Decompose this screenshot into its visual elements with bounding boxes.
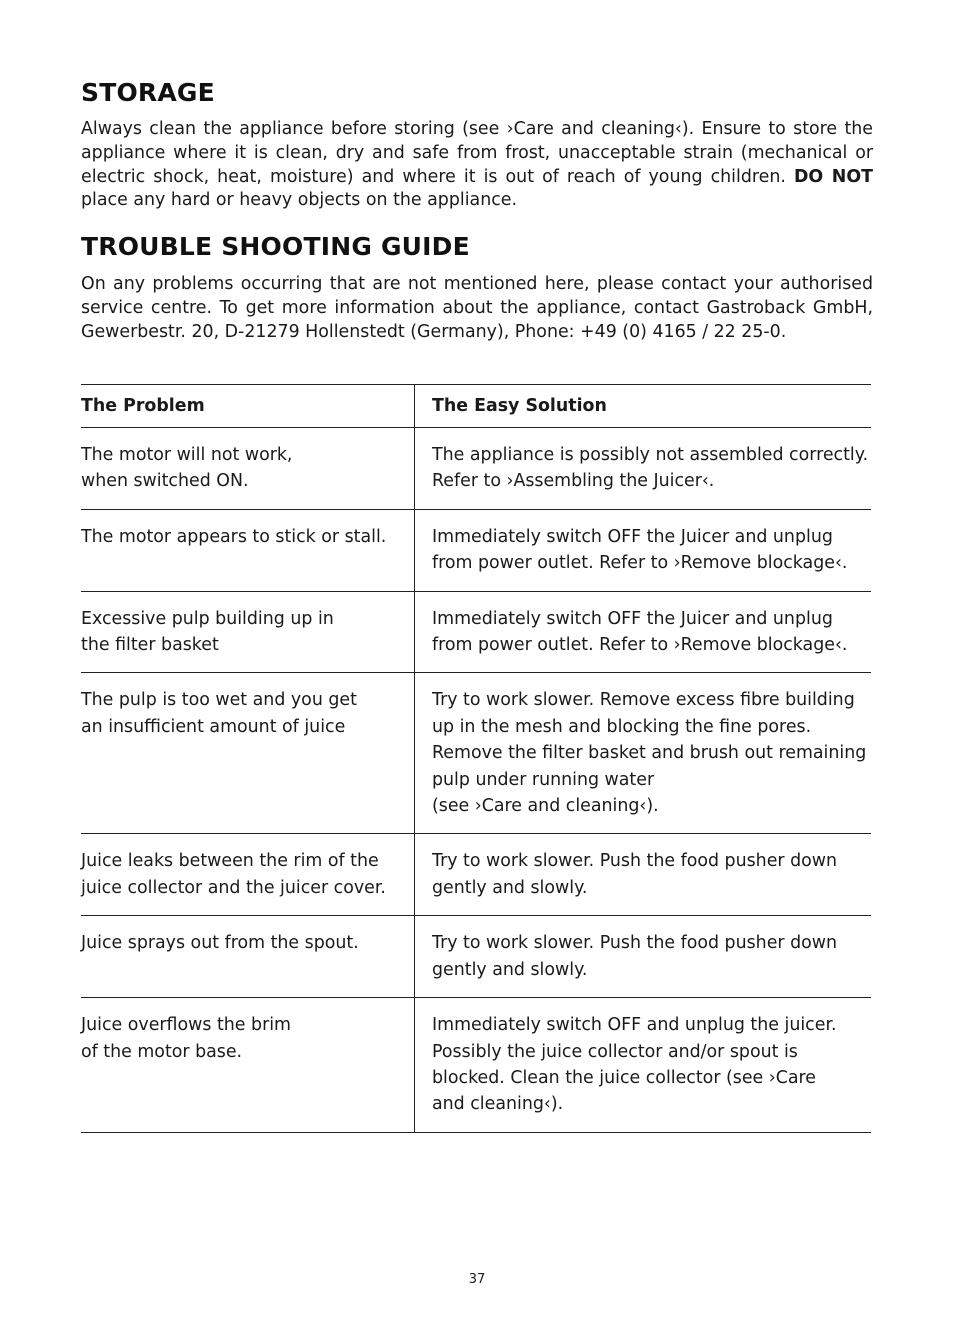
problem-cell: Excessive pulp building up in the filter basket — [81, 591, 415, 673]
table-header-row — [81, 385, 871, 428]
header-solution: The Easy Solution — [415, 385, 872, 428]
solution-cell: Try to work slower. Remove excess fibre building up in the mesh and blocking the fine pores. Remove the filter basket and brush out remaining pulp under running water (see ›Care and cleaning‹). — [415, 673, 872, 834]
table-row — [81, 591, 871, 673]
solution-cell: Immediately switch OFF the Juicer and unplug from power outlet. Refer to ›Remove blockage‹. — [415, 509, 872, 591]
solution-cell: Immediately switch OFF and unplug the juicer. Possibly the juice collector and/or spout is blocked. Clean the juice collector (see ›Care and cleaning‹). — [415, 998, 872, 1133]
problem-cell: The motor appears to stick or stall. — [81, 509, 415, 591]
storage-paragraph — [81, 118, 873, 213]
problem-cell: Juice sprays out from the spout. — [81, 916, 415, 998]
solution-cell: Immediately switch OFF the Juicer and unplug from power outlet. Refer to ›Remove blockage‹. — [415, 591, 872, 673]
solution-cell: Try to work slower. Push the food pusher down gently and slowly. — [415, 834, 872, 916]
problem-cell: Juice leaks between the rim of the juice collector and the juicer cover. — [81, 834, 415, 916]
storage-heading: STORAGE — [81, 78, 215, 107]
storage-text: Always clean the appliance before storing (see ›Care and cleaning‹). Ensure to store the appliance where it is clean, dry and safe from frost, unacceptable strain (mechanical or electric shock, heat, moisture) and where it is out of reach of young children. — [81, 119, 873, 187]
storage-text-end: place any hard or heavy objects on the appliance. — [81, 190, 518, 211]
trouble-table — [81, 384, 871, 1133]
table-row — [81, 509, 871, 591]
problem-cell: The pulp is too wet and you get an insufficient amount of juice — [81, 673, 415, 834]
problem-cell: The motor will not work, when switched ON. — [81, 428, 415, 510]
trouble-intro: On any problems occurring that are not mentioned here, please contact your authorised service centre. To get more information about the appliance, contact Gastroback GmbH, Gewerbestr. 20, D-21279 Hollenstedt (Germany), Phone: +49 (0) 4165 / 22 25-0. — [81, 274, 873, 342]
solution-cell: The appliance is possibly not assembled correctly. Refer to ›Assembling the Juicer‹. — [415, 428, 872, 510]
solution-cell: Try to work slower. Push the food pusher down gently and slowly. — [415, 916, 872, 998]
table-row — [81, 916, 871, 998]
table-row — [81, 428, 871, 510]
storage-emphasis: DO NOT — [793, 166, 873, 187]
trouble-heading: TROUBLE SHOOTING GUIDE — [81, 232, 470, 261]
problem-cell: Juice overflows the brim of the motor base. — [81, 998, 415, 1133]
table-row — [81, 834, 871, 916]
header-problem: The Problem — [81, 385, 415, 428]
page-number: 37 — [468, 1272, 486, 1287]
table-row — [81, 998, 871, 1133]
table-row — [81, 673, 871, 834]
